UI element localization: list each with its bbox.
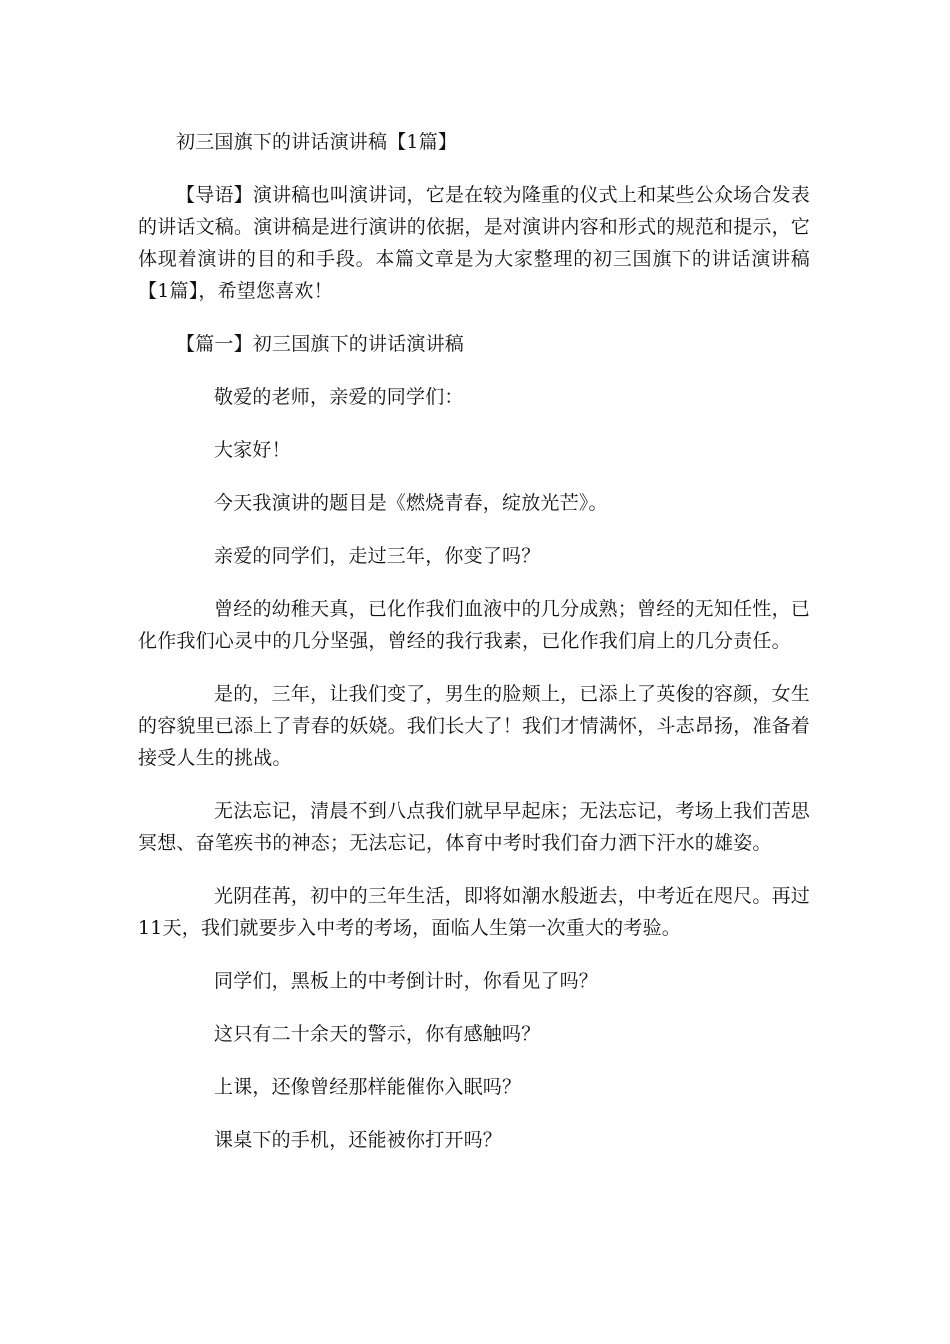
body-paragraph: 亲爱的同学们，走过三年，你变了吗？ [214, 545, 541, 567]
intro-paragraph: 【导语】演讲稿也叫演讲词，它是在较为隆重的仪式上和某些公众场合发表的讲话文稿。演讲稿是进行演讲的依据，是对演讲内容和形式的规范和提示，它体现着演讲的目的和手段。本篇文章是为大家整理的初三国旗下的讲话演讲稿【1篇】，希望您喜欢！ [138, 184, 811, 302]
body-paragraph: 这只有二十余天的警示，你有感触吗？ [214, 1023, 541, 1045]
body-paragraph: 今天我演讲的题目是《燃烧青春，绽放光芒》。 [214, 492, 608, 514]
body-paragraph: 大家好！ [214, 439, 291, 461]
body-paragraph: 无法忘记，清晨不到八点我们就早早起床；无法忘记，考场上我们苦思冥想、奋笔疾书的神态；无法忘记，体育中考时我们奋力洒下汗水的雄姿。 [138, 800, 810, 854]
section-heading: 【篇一】初三国旗下的讲话演讲稿 [176, 333, 465, 355]
body-paragraph: 课桌下的手机，还能被你打开吗？ [214, 1129, 503, 1151]
body-paragraph: 曾经的幼稚天真，已化作我们血液中的几分成熟；曾经的无知任性，已化作我们心灵中的几分坚强，曾经的我行我素，已化作我们肩上的几分责任。 [138, 598, 810, 652]
document-title: 初三国旗下的讲话演讲稿【1篇】 [176, 131, 458, 153]
body-paragraph: 光阴荏苒，初中的三年生活，即将如潮水般逝去，中考近在咫尺。再过11天，我们就要步入中考的考场，面临人生第一次重大的考验。 [138, 885, 810, 939]
body-paragraph: 是的，三年，让我们变了，男生的脸颊上，已添上了英俊的容颜，女生的容貌里已添上了青春的妖娆。我们长大了！我们才情满怀，斗志昂扬，准备着接受人生的挑战。 [138, 683, 811, 769]
body-paragraph: 同学们，黑板上的中考倒计时，你看见了吗？ [214, 970, 599, 992]
document-body [138, 126, 810, 1177]
body-paragraph: 敬爱的老师，亲爱的同学们： [214, 386, 464, 408]
body-paragraph: 上课，还像曾经那样能催你入眠吗？ [214, 1076, 522, 1098]
